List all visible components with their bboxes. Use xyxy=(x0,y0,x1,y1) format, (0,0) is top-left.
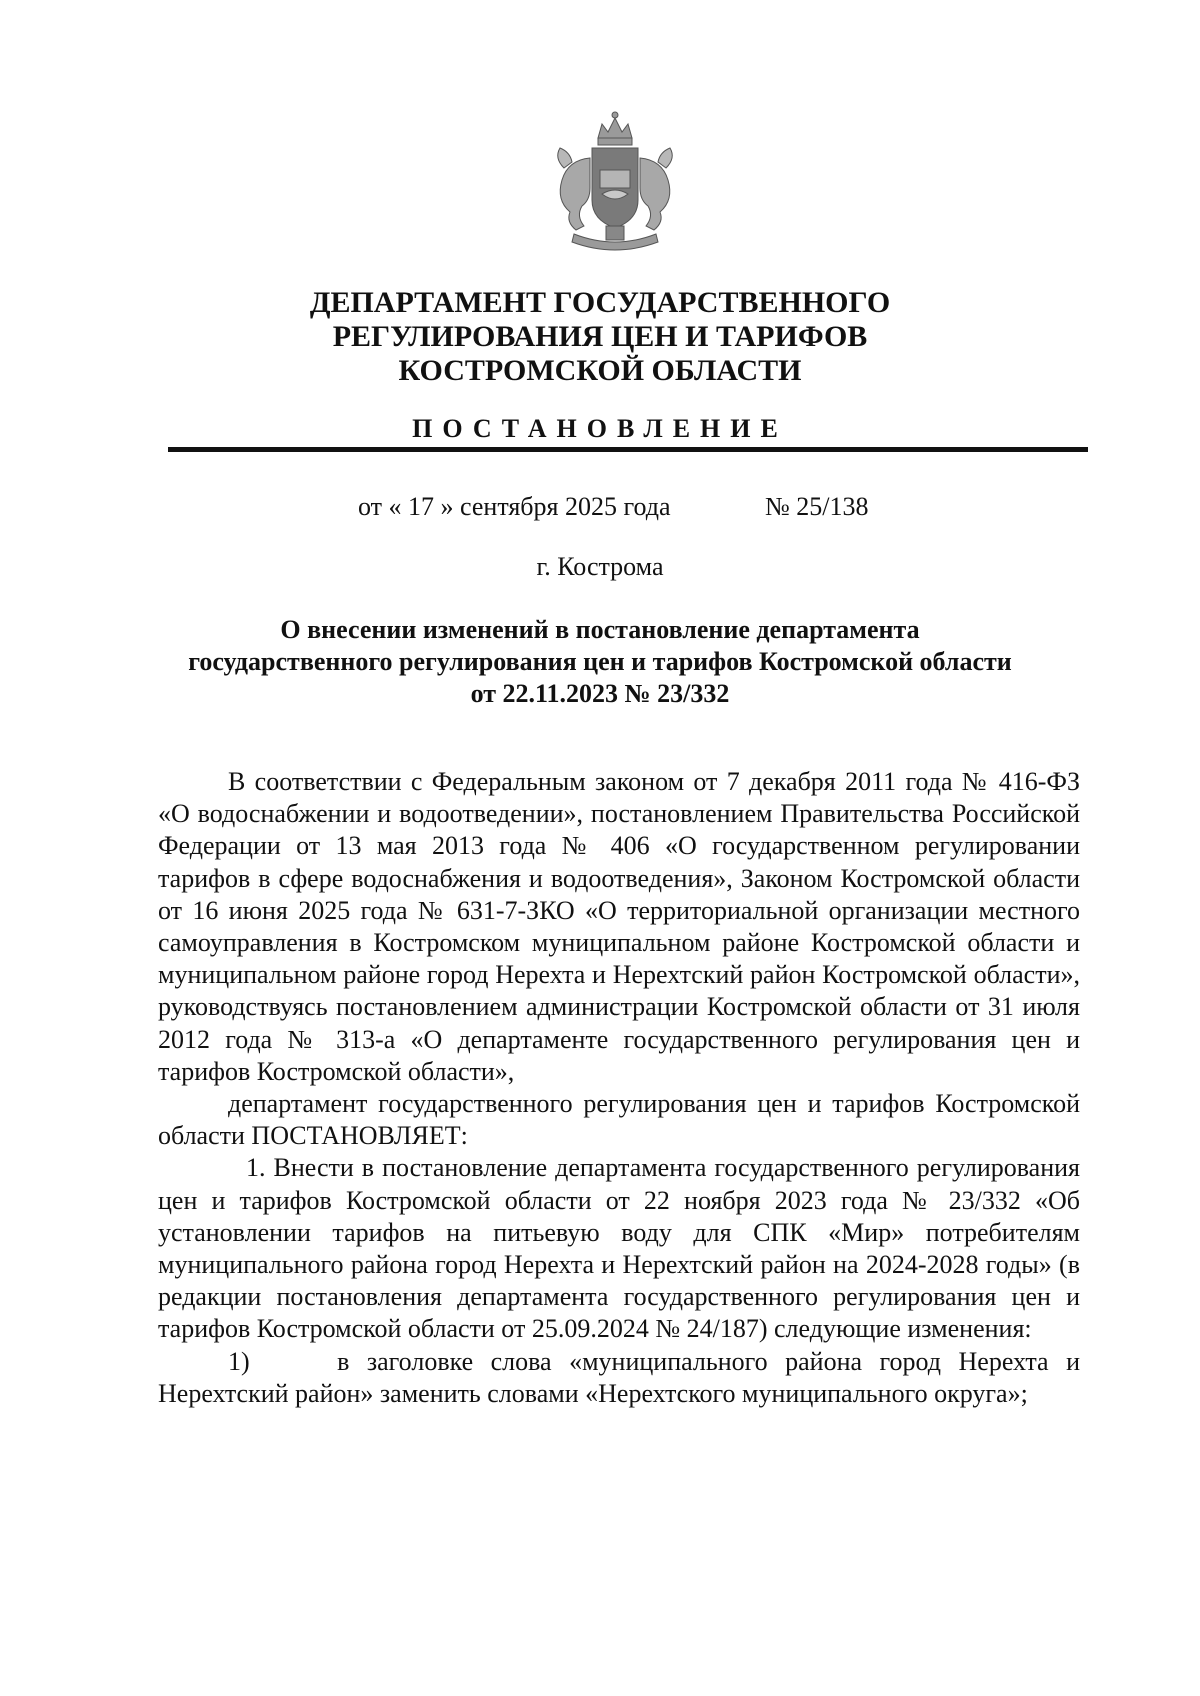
subitem-1-paragraph: 1) в заголовке слова «муниципального района город Нерехта и Нерехтский район» заменить словами «Нерехтского муниципального округа»; xyxy=(158,1346,1087,1408)
department-name xyxy=(100,286,1100,388)
department-name-line: РЕГУЛИРОВАНИЯ ЦЕН И ТАРИФОВ xyxy=(332,320,868,353)
document-title-line: О внесении изменений в постановление департамента xyxy=(280,615,920,644)
document-date: от « 17 » сентября 2025 года xyxy=(358,492,671,521)
department-name-line: ДЕПАРТАМЕНТ ГОСУДАРСТВЕННОГО xyxy=(309,286,891,319)
department-name-line: КОСТРОМСКОЙ ОБЛАСТИ xyxy=(398,354,802,387)
document-city: г. Кострома xyxy=(536,552,664,581)
document-number: № 25/138 xyxy=(765,492,869,521)
coat-of-arms-icon xyxy=(540,108,690,258)
resolution-paragraph: департамент государственного регулирования цен и тарифов Костромской области ПОСТАНОВЛЯЕТ: xyxy=(158,1089,1080,1151)
preamble-paragraph: В соответствии с Федеральным законом от 7 декабря 2011 года № 416-ФЗ «О водоснабжении и водоотведении», постановлением Правительства Российской Федерации от 13 мая 2013 года № 406 «О государственном регулировании тарифов в сфере водоснабжения и водоотведения», Законом Костромской области от 16 июня 2025 года № 631-7-ЗКО «О территориальной организации местного самоуправления в Костромском муниципальном районе Костромской области и муниципальном районе город Нерехта и Нерехтский район Костромской области», руководствуясь постановлением администрации Костромской области от 31 июля 2012 года № 313-а «О департаменте государственного регулирования цен и тарифов Костромской области», xyxy=(158,767,1080,1086)
document-title xyxy=(140,614,1060,710)
document-body xyxy=(158,766,1087,1410)
header-divider xyxy=(168,447,1088,452)
item-1-paragraph: 1. Внести в постановление департамента государственного регулирования цен и тарифов Костромской области от 22 ноября 2023 года № 23/332 «Об установлении тарифов на питьевую воду для СПК «Мир» потребителям муниципального района город Нерехта и Нерехтский район на 2024-2028 годы» (в редакции постановления департамента государственного регулирования цен и тарифов Костромской области от 25.09.2024 № 24/187) следующие изменения: xyxy=(158,1153,1080,1344)
document-type: ПОСТАНОВЛЕНИЕ xyxy=(412,414,788,443)
document-title-line: государственного регулирования цен и тарифов Костромской области xyxy=(188,647,1012,676)
document-title-line: от 22.11.2023 № 23/332 xyxy=(470,679,730,708)
